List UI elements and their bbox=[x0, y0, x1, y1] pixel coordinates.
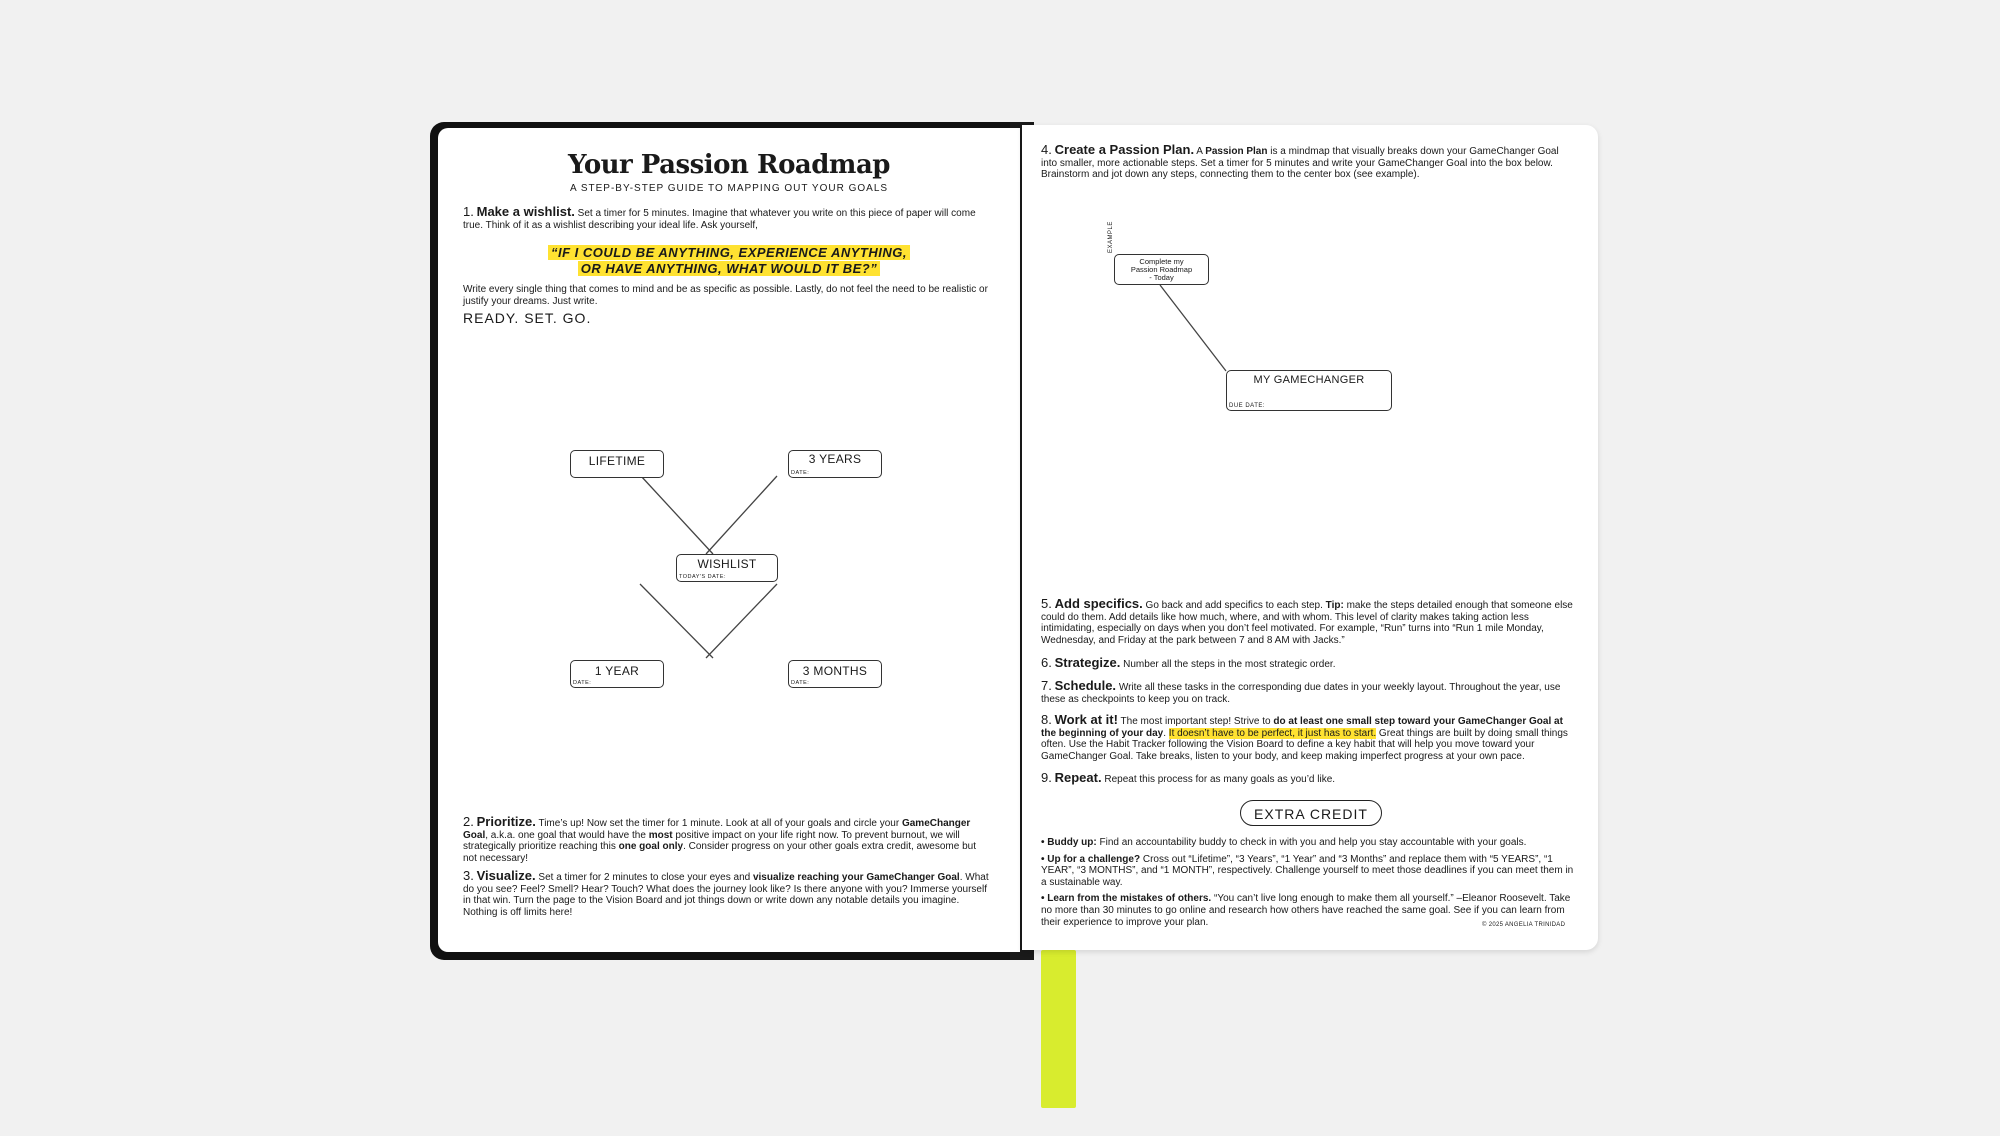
mindmap-node-1-year: 1 YEAR DATE: bbox=[570, 660, 664, 688]
right-page bbox=[1022, 125, 1598, 950]
step-3: 3. Visualize. Set a timer for 2 minutes to close your eyes and visualize reaching your GameChanger Goal. What do you see? Feel? Smell? Hear? Touch? What does the journey look like? Is there anyone with you? Immerse yourself in that win. Turn the page to the Vision Board and jot things down or write down any notable details you imagine. Nothing is off limits here! bbox=[463, 868, 989, 918]
step-5: 5. Add specifics. Go back and add specifics to each step. Tip: make the steps detailed enough that someone else could do them. Add details like how much, where, and with whom. This level of clarity makes taking action less intimidating, especially on days when you don’t feel motivated. For example, “Run” turns into “Run 1 mile Monday, Wednesday, and Friday at the park between 7 and 8 AM with Jacks.” bbox=[1041, 596, 1573, 646]
step-1: 1. Make a wishlist. Set a timer for 5 minutes. Imagine that whatever you write on this piece of paper will come true. Think of it as a wishlist describing your ideal life. Ask yourself, bbox=[463, 204, 976, 231]
page-subtitle: A STEP-BY-STEP GUIDE TO MAPPING OUT YOUR GOALS bbox=[569, 183, 889, 194]
extra-credit-list bbox=[1041, 837, 1577, 928]
mindmap-node-wishlist: WISHLIST TODAY'S DATE: bbox=[676, 554, 778, 582]
example-label: EXAMPLE bbox=[1108, 221, 1114, 253]
copyright: © 2025 ANGELIA TRINIDAD bbox=[1482, 922, 1566, 928]
page-title: Your Passion Roadmap bbox=[568, 150, 890, 180]
extra-credit-badge: EXTRA CREDIT bbox=[1240, 800, 1382, 826]
step-6: 6. Strategize. Number all the steps in the most strategic order. bbox=[1041, 655, 1336, 670]
wishlist-quote: “IF I COULD BE ANYTHING, EXPERIENCE ANYTHING, OR HAVE ANYTHING, WHAT WOULD IT BE?” bbox=[438, 245, 1020, 276]
step-1-instructions: Write every single thing that comes to mind and be as specific as possible. Lastly, do not feel the need to be realistic or justify your dreams. Just write. bbox=[463, 284, 988, 307]
step-2: 2. Prioritize. Time’s up! Now set the timer for 1 minute. Look at all of your goals and circle your GameChanger Goal, a.k.a. one goal that would have the most positive impact on your life right now. To prevent burnout, we will strategically prioritize reaching this one goal only. Consider progress on your other goals extra credit, awesome but not necessary! bbox=[463, 814, 977, 864]
step-4: 4. Create a Passion Plan. A Passion Plan is a mindmap that visually breaks down your GameChanger Goal into smaller, more actionable steps. Set a timer for 5 minutes and write your GameChanger Goal into the box below. Brainstorm and jot down any steps, connecting them to the center box (see example). bbox=[1041, 142, 1559, 181]
list-item: • Buddy up: Find an accountability buddy to check in with you and help you stay accountable with your goals. bbox=[1041, 837, 1527, 848]
left-page bbox=[438, 128, 1020, 952]
mindmap-node-3-months: 3 MONTHS DATE: bbox=[788, 660, 882, 688]
ready-set-go: READY. SET. GO. bbox=[463, 310, 592, 326]
gamechanger-box: MY GAMECHANGER DUE DATE: bbox=[1226, 370, 1392, 411]
mindmap-node-lifetime: LIFETIME bbox=[570, 450, 664, 478]
mindmap-node-3-years: 3 YEARS DATE: bbox=[788, 450, 882, 478]
bookmark-ribbon bbox=[1041, 950, 1076, 1108]
step-9: 9. Repeat. Repeat this process for as many goals as you’d like. bbox=[1041, 770, 1336, 785]
step-8: 8. Work at it! The most important step! Strive to do at least one small step toward your GameChanger Goal at the beginning of your day. It doesn’t have to be perfect, it just has to start. Great things are built by doing small things often. Use the Habit Tracker following the Vision Board to define a key habit that will help you move toward your GameChanger Goal. Take breaks, listen to your body, and keep making imperfect progress at your own pace. bbox=[1041, 712, 1568, 762]
list-item: • Learn from the mistakes of others. “You can’t live long enough to make them all yourself.” –Eleanor Roosevelt. Take no more than 30 minutes to go online and research how others have reached the same goal. See if you can learn from their experience to improve your plan. bbox=[1041, 893, 1571, 928]
highlighted-text: It doesn’t have to be perfect, it just has to start. bbox=[1168, 727, 1377, 739]
example-box: Complete my Passion Roadmap - Today bbox=[1114, 254, 1209, 285]
step-7: 7. Schedule. Write all these tasks in the corresponding due dates in your weekly layout. Throughout the year, use these as checkpoints to keep you on track. bbox=[1041, 678, 1561, 705]
list-item: • Up for a challenge? Cross out “Lifetime”, “3 Years”, “1 Year” and “3 Months” and replace them with “5 YEARS”, “1 YEAR”, “3 MONTHS”, and “1 MONTH”, respectively. Challenge yourself to meet those deadlines if you can meet them in a sustainable way. bbox=[1041, 853, 1574, 888]
